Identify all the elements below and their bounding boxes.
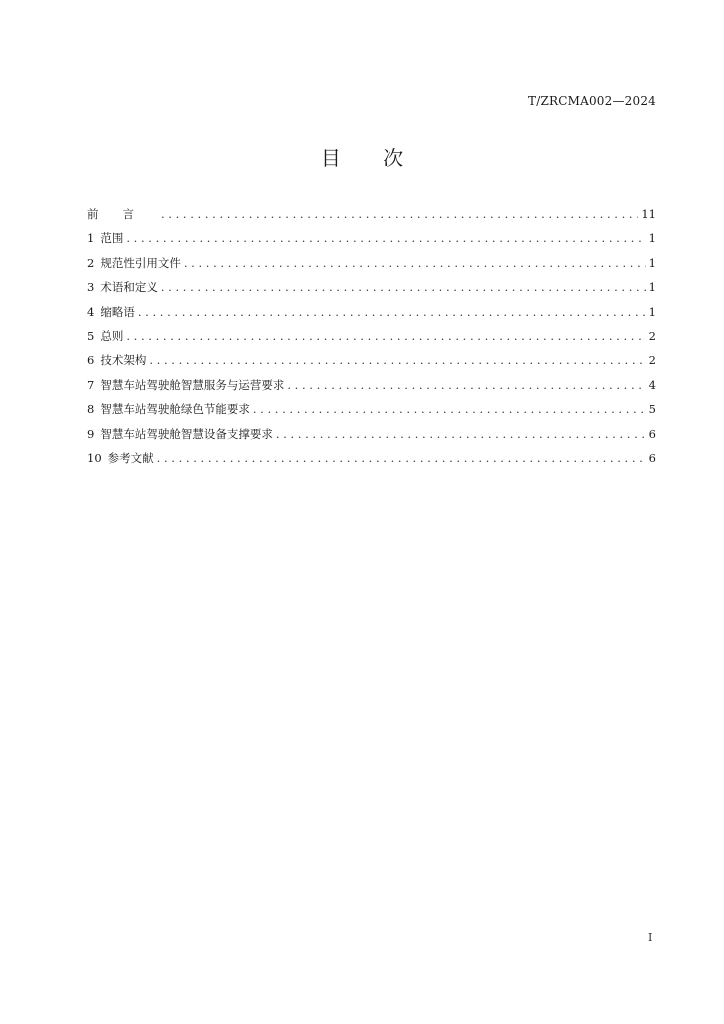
toc-entry-page: 5 [648,402,656,417]
toc-leader-dots [184,256,646,270]
toc-entry-energy-saving[interactable] [87,401,656,425]
toc-entry-service-operation[interactable] [87,377,656,401]
toc-leader-dots [149,353,645,367]
toc-leader-dots [287,378,645,392]
toc-entry-number: 5 [87,328,95,343]
toc-leader-dots [126,329,645,343]
toc-entry-abbreviations[interactable] [87,304,656,328]
toc-entry-number: 2 [87,255,95,270]
toc-entry-general[interactable] [87,328,656,352]
toc-entry-number: 3 [87,280,95,295]
toc-entry-number: 8 [87,402,95,417]
toc-title: 目 次 [320,146,422,170]
toc-entry-page: 6 [648,426,656,441]
toc-entry-label: 术语和定义 [100,280,158,295]
toc-entry-page: 2 [648,328,656,343]
toc-entry-page: 4 [648,377,656,392]
toc-entry-label: 智慧车站驾驶舱智慧服务与运营要求 [100,377,285,392]
toc-entry-label: 智慧车站驾驶舱智慧设备支撑要求 [100,426,273,441]
toc-entry-page: 1 [648,231,656,246]
toc-entry-label: 范围 [100,231,124,246]
toc-entry-preface[interactable] [87,206,656,230]
toc-entry-terms[interactable] [87,279,656,303]
toc-entry-label: 技术架构 [100,353,147,368]
toc-entry-equipment-support[interactable] [87,426,656,450]
toc-leader-dots [138,305,646,319]
toc-entry-page: 6 [648,450,656,465]
document-id: T/ZRCMA002—2024 [528,94,656,108]
toc-entry-scope[interactable] [87,230,656,254]
toc-entry-number: 10 [87,450,102,465]
toc-entry-label: 缩略语 [100,304,135,319]
toc-leader-dots [157,451,646,465]
toc-entry-label: 参考文献 [107,450,154,465]
toc-entry-page: 1 [648,280,656,295]
toc-entry-bibliography[interactable] [87,450,656,474]
toc-leader-dots [126,231,645,245]
toc-entry-number: 6 [87,353,95,368]
table-of-contents [87,206,656,474]
toc-leader-dots [253,402,646,416]
toc-entry-page: 1 [648,255,656,270]
toc-leader-dots [276,427,646,441]
toc-entry-label: 前言 [87,207,158,221]
toc-leader-dots [161,280,646,294]
toc-entry-number: 4 [87,304,95,319]
toc-entry-label: 智慧车站驾驶舱绿色节能要求 [100,402,250,417]
toc-entry-page: 11 [641,207,656,221]
toc-entry-label: 规范性引用文件 [100,255,181,270]
toc-entry-normative-references[interactable] [87,255,656,279]
toc-entry-page: 1 [648,304,656,319]
toc-entry-number: 9 [87,426,95,441]
toc-entry-page: 2 [648,353,656,368]
toc-entry-number: 7 [87,377,95,392]
toc-entry-number: 1 [87,231,95,246]
toc-leader-dots [161,207,638,221]
page-number: I [648,931,653,944]
toc-entry-label: 总则 [100,328,124,343]
toc-entry-architecture[interactable] [87,352,656,376]
